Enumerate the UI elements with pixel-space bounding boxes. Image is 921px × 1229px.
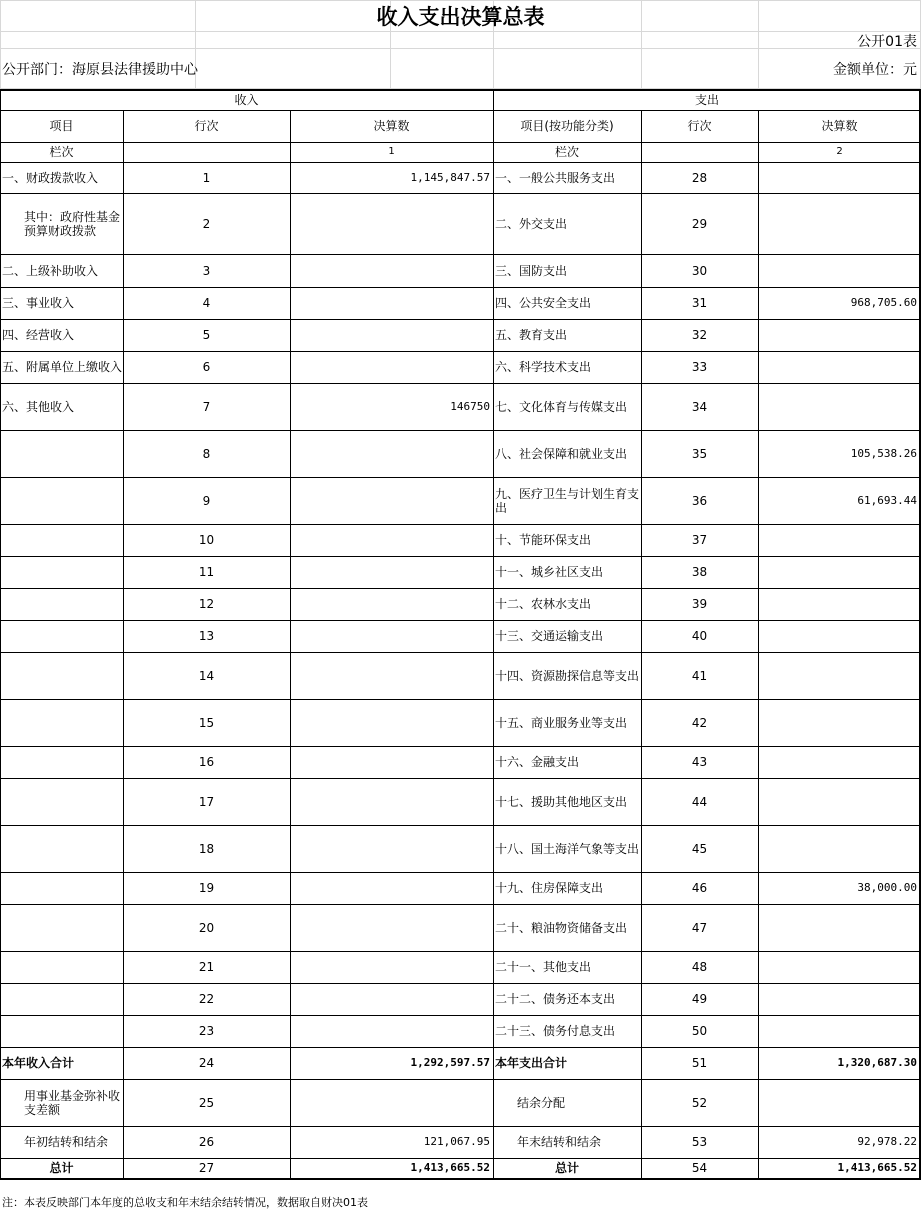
income-amount (290, 477, 493, 524)
expense-item-label: 十八、国土海洋气象等支出 (495, 841, 640, 856)
expense-item-label: 六、科学技术支出 (495, 360, 592, 374)
expense-item-label: 二十三、债务付息支出 (495, 1024, 616, 1038)
expense-amount: 1,320,687.30 (837, 1056, 917, 1069)
expense-item-label: 十四、资源勘探信息等支出 (495, 668, 640, 683)
expense-row-no: 39 (691, 597, 708, 611)
expense-amount: 105,538.26 (850, 446, 917, 460)
income-item-label (0, 872, 123, 904)
expense-row-no: 30 (691, 263, 708, 278)
expense-item-label: 结余分配 (517, 1095, 566, 1110)
income-row-no: 7 (202, 399, 211, 414)
income-row-no: 11 (198, 565, 215, 579)
income-row-no: 17 (198, 794, 215, 809)
income-amount (290, 524, 493, 556)
department-label: 公开部门：海原县法律援助中心 (2, 62, 198, 78)
income-amount (290, 983, 493, 1015)
income-amount (290, 254, 493, 287)
income-amount (290, 1079, 493, 1126)
income-item-label: 二、上级补助收入 (2, 263, 99, 278)
income-row-no: 12 (198, 597, 215, 611)
expense-row-no: 33 (691, 360, 708, 374)
income-row-no: 8 (202, 446, 211, 461)
col-amount: 决算数 (373, 119, 410, 133)
income-item-label: 一、财政拨款收入 (2, 170, 99, 185)
expense-amount (758, 524, 920, 556)
expense-item-label: 三、国防支出 (495, 263, 568, 278)
expense-row-no: 40 (691, 629, 708, 643)
income-item-label (0, 983, 123, 1015)
expense-amount (758, 254, 920, 287)
income-item-label: 年初结转和结余 (24, 1135, 109, 1149)
expense-amount: 38,000.00 (857, 881, 917, 894)
income-row-no: 1 (202, 170, 211, 185)
expense-item-label: 七、文化体育与传媒支出 (495, 399, 628, 414)
table-code: 公开01表 (857, 34, 917, 50)
income-row-no: 15 (198, 715, 215, 730)
expense-amount (758, 652, 920, 699)
expense-row-no: 35 (691, 446, 708, 461)
income-row-no: 13 (198, 629, 215, 643)
income-item-label (0, 1015, 123, 1047)
expense-row-no: 34 (691, 399, 708, 414)
income-item-label: 其中：政府性基金预算财政拨款 (24, 209, 121, 238)
expense-row-no: 53 (691, 1135, 708, 1149)
expense-amount (758, 951, 920, 983)
col-amount-2: 决算数 (821, 119, 858, 133)
income-row-no: 4 (202, 296, 211, 310)
page-title: 收入支出决算总表 (376, 5, 545, 29)
expense-row-no: 44 (691, 794, 708, 809)
expense-row-no: 38 (691, 565, 708, 579)
income-item-label (0, 524, 123, 556)
col-row-no-2: 行次 (687, 119, 712, 133)
expense-amount (758, 556, 920, 588)
expense-row-no: 36 (691, 493, 708, 508)
expense-item-label: 十六、金融支出 (495, 755, 580, 769)
income-amount (290, 287, 493, 319)
income-item-label (0, 825, 123, 872)
income-amount: 121,067.95 (423, 1135, 490, 1148)
income-row-no: 5 (202, 328, 211, 342)
income-amount (290, 1015, 493, 1047)
expense-amount (758, 904, 920, 951)
col-index-2: 2 (836, 146, 843, 157)
expense-item-label: 十二、农林水支出 (495, 597, 592, 611)
expense-amount (758, 351, 920, 383)
income-amount (290, 620, 493, 652)
expense-item-label: 一、一般公共服务支出 (495, 170, 616, 185)
income-row-no: 20 (198, 920, 215, 935)
expense-item-label: 本年支出合计 (495, 1056, 568, 1070)
expense-amount (758, 1079, 920, 1126)
expense-amount (758, 778, 920, 825)
expense-row-no: 52 (691, 1095, 708, 1110)
income-amount: 1,292,597.57 (410, 1056, 490, 1069)
income-row-no: 16 (198, 755, 215, 769)
expense-amount (758, 588, 920, 620)
expense-item-label: 二十二、债务还本支出 (495, 992, 616, 1006)
income-item-label: 本年收入合计 (2, 1056, 75, 1070)
expense-row-no: 48 (691, 960, 708, 974)
col-index-label: 栏次 (49, 145, 74, 159)
income-row-no: 2 (202, 216, 211, 231)
expense-item-label: 总计 (554, 1161, 579, 1175)
income-item-label (0, 904, 123, 951)
expense-amount: 92,978.22 (857, 1135, 917, 1148)
expense-amount: 968,705.60 (850, 296, 917, 309)
income-row-no: 6 (202, 360, 211, 374)
income-row-no: 10 (198, 533, 215, 547)
expense-row-no: 41 (691, 668, 708, 683)
income-row-no: 26 (198, 1135, 215, 1149)
expense-item-label: 二、外交支出 (495, 216, 568, 231)
expense-item-label: 十三、交通运输支出 (495, 629, 604, 643)
expense-row-no: 49 (691, 992, 708, 1006)
expense-row-no: 32 (691, 328, 708, 342)
expense-header: 支出 (694, 92, 719, 107)
income-amount (290, 746, 493, 778)
expense-amount (758, 162, 920, 193)
expense-row-no: 51 (691, 1056, 708, 1070)
expense-row-no: 54 (691, 1161, 708, 1175)
expense-item-label: 八、社会保障和就业支出 (495, 446, 628, 461)
col-index-1: 1 (388, 146, 395, 157)
expense-amount (758, 825, 920, 872)
expense-row-no: 45 (691, 841, 708, 856)
expense-row-no: 47 (691, 920, 708, 935)
income-item-label (0, 951, 123, 983)
col-row-no: 行次 (194, 119, 219, 133)
income-row-no: 21 (198, 960, 215, 974)
income-item-label (0, 778, 123, 825)
expense-row-no: 31 (691, 296, 708, 310)
expense-item-label: 年末结转和结余 (517, 1135, 602, 1149)
income-item-label (0, 699, 123, 746)
expense-amount (758, 699, 920, 746)
income-row-no: 9 (202, 493, 211, 508)
income-row-no: 23 (198, 1024, 215, 1038)
income-item-label: 三、事业收入 (2, 296, 75, 310)
expense-row-no: 28 (691, 170, 708, 185)
income-item-label (0, 477, 123, 524)
income-amount (290, 556, 493, 588)
income-amount (290, 430, 493, 477)
col-item-func: 项目(按功能分类) (520, 119, 614, 133)
expense-row-no: 50 (691, 1024, 708, 1038)
expense-amount (758, 383, 920, 430)
income-item-label: 六、其他收入 (2, 399, 75, 414)
income-amount: 146750 (450, 399, 490, 413)
income-item-label (0, 620, 123, 652)
income-amount (290, 319, 493, 351)
expense-row-no: 37 (691, 533, 708, 547)
income-amount (290, 904, 493, 951)
income-row-no: 19 (198, 881, 215, 895)
income-row-no: 18 (198, 841, 215, 856)
income-row-no: 27 (198, 1161, 215, 1175)
expense-amount (758, 746, 920, 778)
income-amount (290, 588, 493, 620)
expense-amount (758, 319, 920, 351)
footnote: 注：本表反映部门本年度的总收支和年末结余结转情况，数据取自财决01表 (2, 1196, 368, 1209)
income-amount: 1,145,847.57 (410, 170, 490, 184)
income-item-label: 用事业基金弥补收支差额 (24, 1088, 121, 1117)
expense-item-label: 二十一、其他支出 (495, 960, 592, 974)
income-item-label (0, 746, 123, 778)
expense-item-label: 十一、城乡社区支出 (495, 565, 604, 579)
income-item-label (0, 588, 123, 620)
expense-amount (758, 983, 920, 1015)
expense-item-label: 五、教育支出 (495, 328, 568, 342)
income-amount (290, 652, 493, 699)
col-index-label-2: 栏次 (554, 145, 579, 159)
expense-item-label: 十七、援助其他地区支出 (495, 794, 628, 809)
income-amount (290, 951, 493, 983)
income-item-label: 五、附属单位上缴收入 (2, 360, 123, 374)
expense-item-label: 十九、住房保障支出 (495, 881, 604, 895)
income-amount (290, 699, 493, 746)
expense-item-label: 十五、商业服务业等支出 (495, 715, 628, 730)
income-row-no: 3 (202, 263, 211, 278)
expense-item-label: 十、节能环保支出 (495, 533, 592, 547)
income-header: 收入 (234, 92, 259, 107)
unit-label: 金额单位：元 (833, 62, 917, 78)
income-item-label: 四、经营收入 (2, 328, 75, 342)
income-row-no: 24 (198, 1056, 215, 1070)
income-amount (290, 872, 493, 904)
expense-row-no: 42 (691, 715, 708, 730)
expense-amount: 1,413,665.52 (837, 1161, 917, 1174)
expense-amount (758, 620, 920, 652)
expense-row-no: 43 (691, 755, 708, 769)
expense-item-label: 二十、粮油物资储备支出 (495, 920, 628, 935)
expense-amount (758, 1015, 920, 1047)
income-amount (290, 193, 493, 254)
income-row-no: 22 (198, 992, 215, 1006)
income-row-no: 14 (198, 668, 215, 683)
expense-row-no: 29 (691, 216, 708, 231)
expense-amount (758, 193, 920, 254)
income-amount (290, 825, 493, 872)
income-item-label: 总计 (49, 1161, 74, 1175)
expense-amount: 61,693.44 (857, 493, 917, 507)
expense-row-no: 46 (691, 881, 708, 895)
income-item-label (0, 556, 123, 588)
income-row-no: 25 (198, 1095, 215, 1110)
income-item-label (0, 652, 123, 699)
income-amount: 1,413,665.52 (410, 1161, 490, 1174)
income-amount (290, 778, 493, 825)
col-item: 项目 (49, 119, 74, 133)
income-amount (290, 351, 493, 383)
expense-item-label: 四、公共安全支出 (495, 296, 592, 310)
expense-item-label: 九、医疗卫生与计划生育支出 (495, 486, 640, 515)
income-item-label (0, 430, 123, 477)
